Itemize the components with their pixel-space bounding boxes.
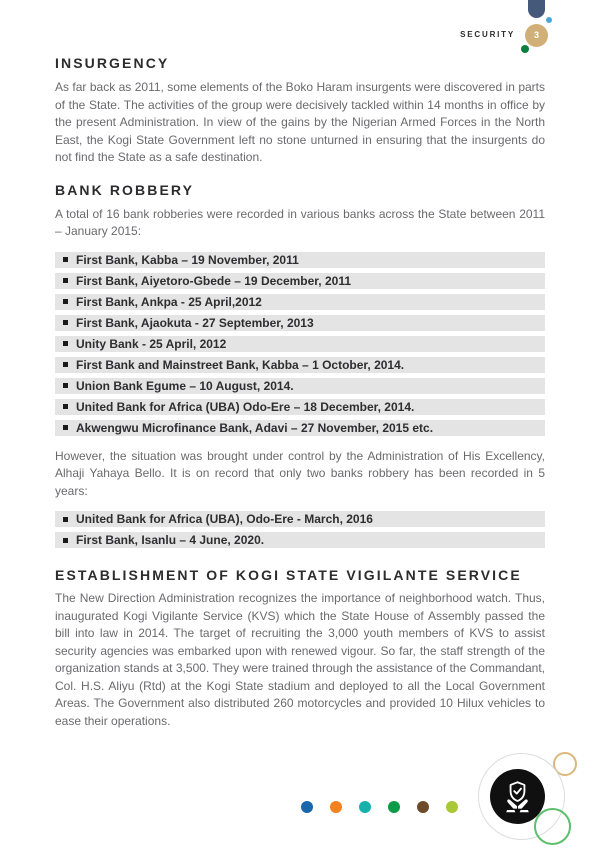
footer-dot <box>417 801 429 813</box>
square-bullet-icon <box>63 383 68 388</box>
page-number-badge <box>525 24 548 47</box>
footer-dot <box>330 801 342 813</box>
robbery-list-item <box>55 273 545 289</box>
page-number: 3 <box>533 30 539 40</box>
robbery-list-item <box>55 252 545 268</box>
robbery-item-text: United Bank for Africa (UBA), Odo-Ere - March, 2016 <box>76 512 373 526</box>
heading-vigilante-service: ESTABLISHMENT OF KOGI STATE VIGILANTE SERVICE <box>55 567 522 583</box>
robbery-list-item <box>55 336 545 352</box>
robbery-item-text: First Bank, Isanlu – 4 June, 2020. <box>76 533 265 547</box>
robbery-list-item <box>55 294 545 310</box>
heading-insurgency: INSURGENCY <box>55 55 170 71</box>
bank-robbery-followup: However, the situation was brought under control by the Administration of His Excellency, Alhaji Yahaya Bello. It is on record that only two banks robbery has been recorded in 5 years: <box>55 448 545 498</box>
robbery-list-item <box>55 378 545 394</box>
square-bullet-icon <box>63 362 68 367</box>
robbery-list-item <box>55 315 545 331</box>
footer-dot <box>388 801 400 813</box>
green-outline-circle <box>534 808 571 845</box>
insurgency-paragraph: As far back as 2011, some elements of the Boko Haram insurgents were discovered in parts of the State. The activities of the group were decisively tackled within 14 months in office by the present Administration. In view of the gains by the Nigerian Armed Forces in the North East, the Kogi State Government left no stone unturned in ensuring that the insurgents do not find the State as a safe destination. <box>55 80 545 164</box>
robbery-item-text: First Bank, Ajaokuta - 27 September, 2013 <box>76 315 314 330</box>
robbery-list-2011-2015 <box>55 252 545 436</box>
footer-dot <box>359 801 371 813</box>
footer-dot <box>301 801 313 813</box>
square-bullet-icon <box>63 404 68 409</box>
vigilante-paragraph: The New Direction Administration recognizes the importance of neighborhood watch. Thus, inaugurated Kogi Vigilante Service (KVS) which the State House of Assembly passed the bill into law in 2014. The target of recruiting the 3,000 youth members of KVS to assist security agencies was embarked upon with renewed vigour. So far, the staff strength of the organization stands at 3,500. They were trained through the assistance of the Commandant, Col. H.S. Aliyu (Rtd) at the Kogi State stadium and deployed to all the Local Government Areas. The Government also distributed 260 motorcycles and provided 10 Hilux vehicles to ease their operations. <box>55 591 545 728</box>
robbery-item-text: First Bank, Ankpa - 25 April,2012 <box>76 294 262 309</box>
header-green-dot <box>521 45 529 53</box>
robbery-list-item <box>55 532 545 548</box>
heading-bank-robbery: BANK ROBBERY <box>55 181 195 198</box>
page-content <box>55 55 545 730</box>
robbery-item-text: Akwengwu Microfinance Bank, Adavi – 27 November, 2015 etc. <box>76 420 434 435</box>
robbery-item-text: Unity Bank - 25 April, 2012 <box>76 336 227 351</box>
square-bullet-icon <box>63 278 68 283</box>
robbery-list-recent <box>55 511 545 548</box>
square-bullet-icon <box>63 517 68 522</box>
square-bullet-icon <box>63 320 68 325</box>
square-bullet-icon <box>63 299 68 304</box>
square-bullet-icon <box>63 425 68 430</box>
square-bullet-icon <box>63 341 68 346</box>
section-tab-label: SECURITY <box>460 30 515 39</box>
robbery-item-text: First Bank, Kabba – 19 November, 2011 <box>76 252 299 267</box>
robbery-list-item <box>55 511 545 527</box>
robbery-item-text: First Bank and Mainstreet Bank, Kabba – 1 October, 2014. <box>76 357 405 372</box>
robbery-list-item <box>55 399 545 415</box>
shield-in-hands-glyph <box>499 778 536 815</box>
square-bullet-icon <box>63 538 68 543</box>
robbery-item-text: Union Bank Egume – 10 August, 2014. <box>76 378 294 393</box>
robbery-item-text: United Bank for Africa (UBA) Odo-Ere – 18 December, 2014. <box>76 399 415 414</box>
footer-color-dots <box>301 801 458 813</box>
square-bullet-icon <box>63 257 68 262</box>
robbery-item-text: First Bank, Aiyetoro-Gbede – 19 December, 2011 <box>76 273 352 288</box>
robbery-list-item <box>55 357 545 373</box>
robbery-list-item <box>55 420 545 436</box>
header-accent-pill <box>528 0 545 18</box>
footer-dot <box>446 801 458 813</box>
bank-robbery-intro: A total of 16 bank robberies were recorded in various banks across the State between 2011 – January 2015: <box>55 206 545 238</box>
header-blue-dot <box>546 17 552 23</box>
